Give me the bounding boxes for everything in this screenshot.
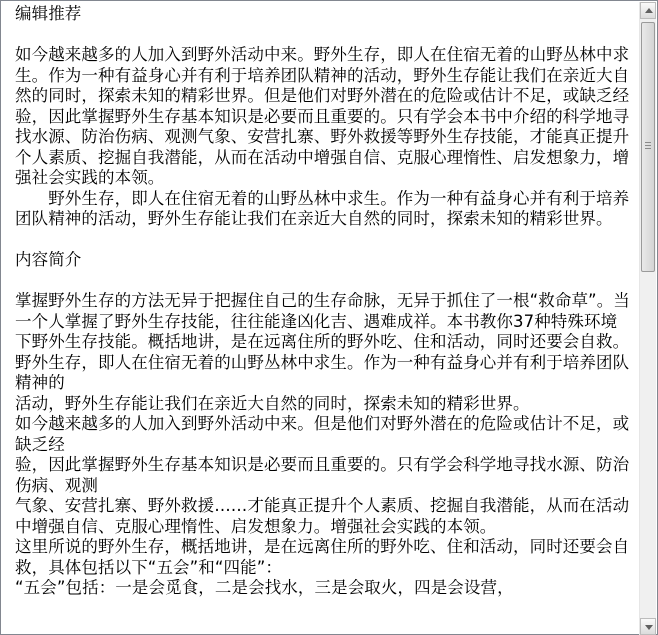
text-line: 活动，野外生存能让我们在亲近大自然的同时，探索未知的精彩世界。 [15, 393, 530, 413]
arrow-down-icon [645, 625, 653, 630]
paragraph-content: 掌握野外生存的方法无异于把握住自己的生存命脉，无异于抓住了一根“救命草”。当一个人掌握了野外生存技能，往往能逢凶化吉、遇难成祥。本书教你37种特殊环境下野外生存技能。概括地讲，是在远离住所的野外吃、住和活动，同时还要会自救。 [15, 291, 630, 351]
scrollbar-thumb[interactable] [641, 22, 655, 272]
text-line: 野外生存，即人在住宿无着的山野丛林中求生。作为一种有益身心并有利于培养团队精神的 [15, 352, 630, 392]
scroll-up-button[interactable] [640, 2, 656, 19]
blank-line [15, 230, 632, 251]
paragraph-intro: 如今越来越多的人加入到野外活动中来。野外生存，即人在住宿无着的山野丛林中求生。作为一种有益身心并有利于培养团队精神的活动，野外生存能让我们在亲近大自然的同时，探索未知的精彩世界。但是他们对野外潜在的危险或估计不足，或缺乏经验，因此掌握野外生存基本知识是必要而且重要的。只有学会本书中介绍的科学地寻找水源、防治伤病、观测气象、安营扎寨、野外救援等野外生存技能，才能真正提升个人素质、挖掘自我潜能，从而在活动中增强自信、克服心理惰性、启发想象力，增强社会实践的本领。 [15, 45, 630, 187]
text-line: “五会”包括：一是会觅食，二是会找水，三是会取火，四是会设营， [15, 578, 514, 597]
blank-line [15, 25, 632, 46]
arrow-up-icon [645, 8, 653, 13]
blank-line [15, 271, 632, 292]
paragraph-summary: 野外生存，即人在住宿无着的山野丛林中求生。作为一种有益身心并有利于培养团队精神的活动，野外生存能让我们在亲近大自然的同时，探索未知的精彩世界。 [15, 188, 630, 228]
heading-content-summary: 内容简介 [15, 250, 82, 269]
text-line: 气象、安营扎寨、野外救援……才能真正提升个人素质、挖掘自我潜能，从而在活动中增强自信、克服心理惰性、启发想象力。增强社会实践的本领。 [15, 496, 630, 536]
vertical-scrollbar[interactable] [639, 2, 656, 635]
grip-line-icon [645, 145, 651, 146]
text-line: 验，因此掌握野外生存基本知识是必要而且重要的。只有学会科学地寻找水源、防治伤病、观测 [15, 455, 630, 495]
text-line: 这里所说的野外生存，概括地讲，是在远离住所的野外吃、住和活动，同时还要会自救，具体包括以下“五会”和“四能”： [15, 537, 630, 577]
grip-line-icon [645, 148, 651, 149]
text-line: 如今越来越多的人加入到野外活动中来。但是他们对野外潜在的危险或估计不足，或缺乏经 [15, 414, 630, 454]
scroll-down-button[interactable] [640, 618, 656, 635]
grip-line-icon [645, 142, 651, 143]
heading-editor-recommendation: 编辑推荐 [15, 4, 82, 23]
document-text-area[interactable] [2, 2, 640, 635]
